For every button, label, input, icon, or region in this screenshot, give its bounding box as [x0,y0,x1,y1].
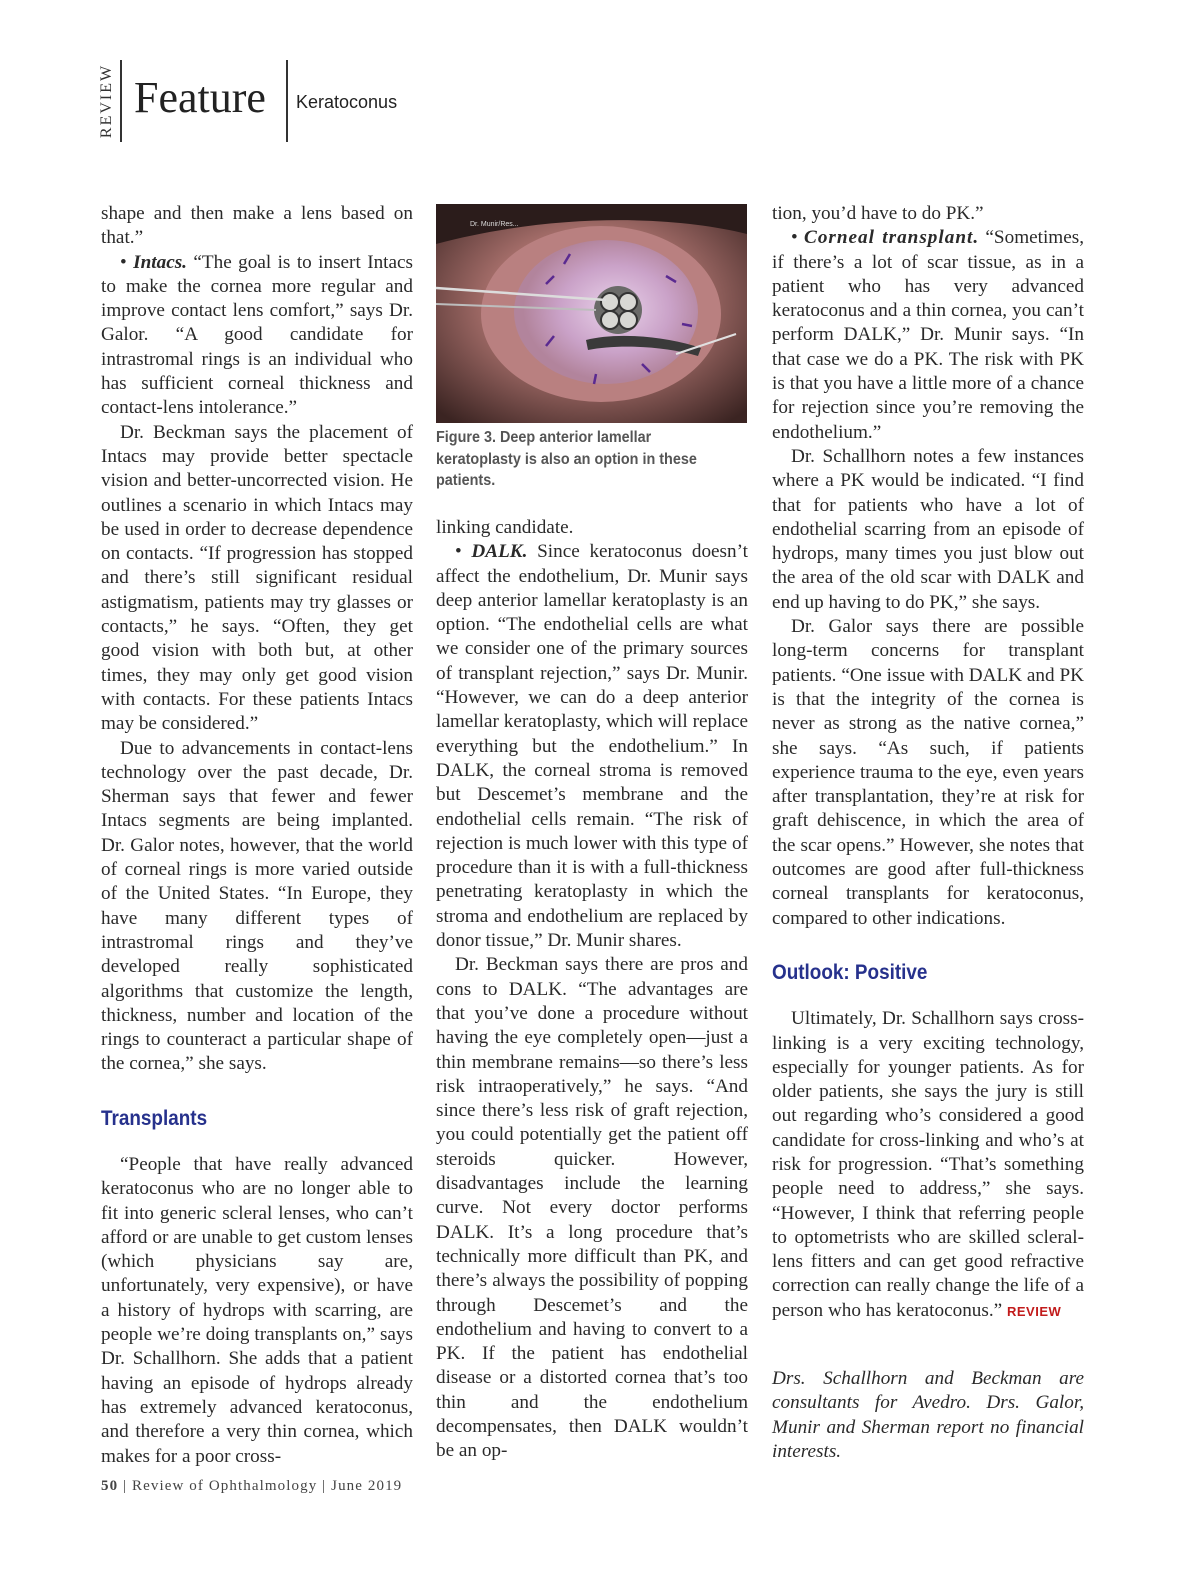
paragraph-dalk: • DALK. Since keratoconus doesn’t affect the endothelium, Dr. Munir says deep anterior lamellar keratoplasty is an option. “The endothelial cells are what we consider one of the primary sources of transplant rejection,” says Dr. Munir. “However, we can do a deep anterior lamellar keratoplasty, which will replace everything but the endothelium.” In DALK, the corneal stroma is removed but Descemet’s membrane and the endothelial cells remain. “The risk of rejection is much lower with this type of procedure than it is with a full-thickness penetrating keratoplasty in which the stroma and endothelium are replaced by donor tissue,” Dr. Munir shares. [436,541,748,952]
end-of-article-mark: REVIEW [1006,1303,1062,1319]
paragraph: shape and then make a lens based on that.” [101,203,413,249]
topic-label: Keratoconus [296,92,398,112]
paragraph: “People that have really advanced keratoconus who are no longer able to fit into generic scleral lenses, who can’t afford or are unable to get custom lenses (which physicians say are, unfortunately, very expensive), or have a history of hydrops with scarring, are people we’re doing transplants on,” says Dr. Schallhorn. She adds that a patient having an episode of hydrops already has extremely advanced keratoconus, and therefore a very thin cornea, which makes for a poor cross- [101,1153,413,1467]
header-divider [286,60,288,142]
publication-name: Review of Ophthalmology [132,1478,318,1494]
paragraph: tion, you’d have to do PK.” [772,203,984,224]
paragraph-corneal-transplant: • Corneal transplant. “Sometimes, if there’s a lot of scar tissue, as in a patient who has very advanced keratoconus and a thin cornea, you can’t perform DALK,” Dr. Munir says. “In that case we do a PK. The risk with PK is that you have a little more of a chance for rejection since you’re removing the endothelium.” [772,227,1085,443]
paragraph-conclusion: Ultimately, Dr. Schallhorn says cross-linking is a very exciting technology, especially for younger patients. As for older patients, she says the jury is still out regarding who’s considered a good candidate for cross-linking and who’s at risk for progression. “That’s something people need to address,” she says. “However, I think that referring people to optometrists who are skilled scleral-lens fitters and can get good refractive correction can really change the life of a person who has keratoconus.” REVIEW [772,1008,1084,1321]
page-footer [101,1478,402,1495]
paragraph: Dr. Schallhorn notes a few instances where a PK would be indicated. “I find that for patients who have a lot of endothelial scarring from an episode of hydrops, many times you just blow out the area of the old scar with DALK and end up having to do PK,” she says. [772,445,1084,613]
header-divider [120,60,122,142]
surgery-photo [436,204,747,423]
paragraph: linking candidate. [436,517,574,538]
eye-surgery-image [436,204,747,423]
paragraph: Dr. Beckman says there are pros and cons to DALK. “The advantages are that you’ve done a procedure without having the eye completely open—just a thin membrane remains—so there’s less risk intraoperatively,” he says. “And since there’s less risk of graft rejection, you could potentially get the patient off steroids quicker. However, disadvantages include the learning curve. Not every doctor performs DALK. It’s a long procedure that’s technically more difficult than PK, and there’s always the possibility of popping through Descemet’s and the endothelium and having to convert to a PK. If the patient has endothelial disease or a distorted cornea that’s too thin and the endothelium decompensates, then DALK wouldn’t be an op- [436,954,748,1462]
paragraph-intacs: • Intacs. “The goal is to insert Intacs to make the cornea more regular and improve contact lens comfort,” says Dr. Galor. “A good candidate for intrastromal rings is an individual who has sufficient corneal thickness and contact-lens intolerance.” [101,251,414,419]
section-title: Feature [134,73,266,122]
paragraph: Due to advancements in contact-lens technology over the past decade, Dr. Sherman says that fewer and fewer Intacs segments are being implanted. Dr. Galor notes, however, that the world of corneal rings is more varied outside of the United States. “In Europe, they have many different types of intrastromal rings and they’ve developed really sophisticated algorithms that customize the length, thickness, number and location of the rings to counteract a particular shape of the cornea,” she says. [101,737,413,1075]
figure-caption: Figure 3. Deep anterior lamellar keratoplasty is also an option in these patients. [436,429,697,489]
page-number: 50 [101,1478,119,1494]
issue-date: June 2019 [331,1478,403,1494]
paragraph: Dr. Galor says there are possible long-term concerns for transplant patients. “One issue with DALK and PK is that the integrity of the cornea is never as strong as the native cornea,” she says. “As such, if patients experience trauma to the eye, even years after transplantation, they’re at risk for graft dehiscence, in which the area of the scar opens.” However, she notes that outcomes are good after full-thickness corneal transplants for keratoconus, compared to other indications. [772,616,1084,929]
section-heading-transplants: Transplants [101,1106,208,1130]
footer-separator: | [322,1478,327,1494]
column-1 [101,202,413,1469]
column-3 [772,202,1084,1324]
photo-credit: Dr. Munir/Res... [470,221,519,228]
footer-separator: | [123,1478,128,1494]
section-heading-outlook: Outlook: Positive [772,960,928,984]
paragraph: Dr. Beckman says the placement of Intacs may provide better spectacle vision and better-uncorrected vision. He outlines a scenario in which Intacs may be used in order to decrease dependence on contacts. “If progression has stopped and there’s still significant residual astigmatism, patients may try glasses or contacts,” he says. “Often, they get good vision with both but, at other times, they may only get good vision with contacts. For these patients Intacs may be considered.” [101,421,413,735]
disclosure-note: Drs. Schallhorn and Beckman are consultants for Avedro. Drs. Galor, Munir and Sherman report no financial interests. [772,1368,1084,1462]
column-2 [436,516,748,1464]
magazine-vertical-label: REVIEW [98,63,115,139]
